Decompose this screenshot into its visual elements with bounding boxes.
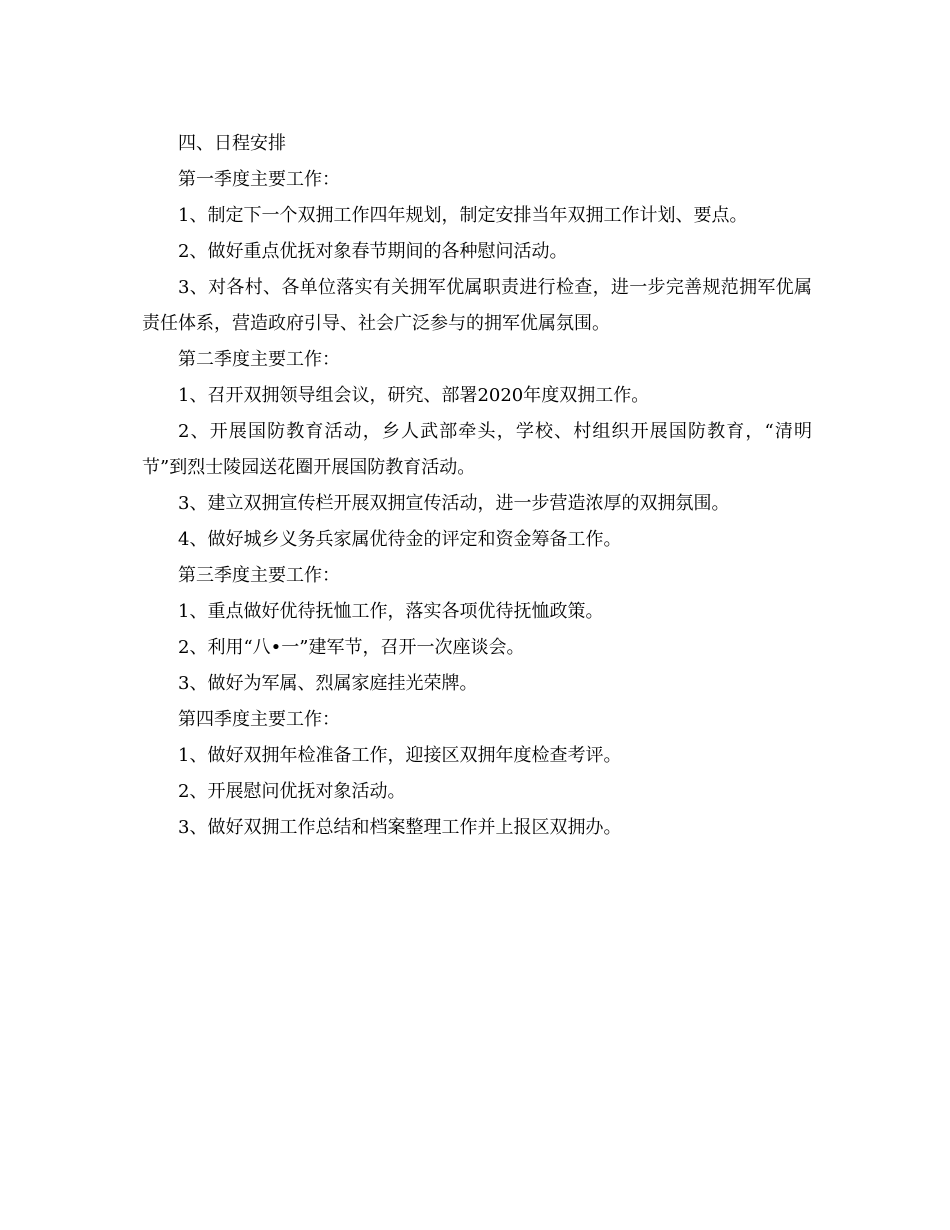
q2-item-4: 4、做好城乡义务兵家属优待金的评定和资金筹备工作。 (178, 529, 622, 550)
q2-item-3: 3、建立双拥宣传栏开展双拥宣传活动，进一步营造浓厚的双拥氛围。 (178, 493, 730, 514)
q3-item-3: 3、做好为军属、烈属家庭挂光荣牌。 (178, 673, 478, 694)
q2-item-2: 2、开展国防教育活动，乡人武部牵头，学校、村组织开展国防教育，“清明节”到烈士陵园送花圈开展国防教育活动。 (142, 421, 812, 478)
quarter-heading-q1: 第一季度主要工作： (178, 169, 340, 190)
quarter-heading-q2: 第二季度主要工作： (178, 349, 340, 370)
q3-item-1: 1、重点做好优待抚恤工作，落实各项优待抚恤政策。 (178, 601, 604, 622)
document-body (142, 126, 812, 846)
quarter-heading-q3: 第三季度主要工作： (178, 565, 340, 586)
q2-item-1: 1、召开双拥领导组会议，研究、部署2020年度双拥工作。 (178, 385, 650, 406)
quarter-heading-q4: 第四季度主要工作： (178, 709, 340, 730)
q1-item-1: 1、制定下一个双拥工作四年规划，制定安排当年双拥工作计划、要点。 (178, 205, 748, 226)
q3-item-2: 2、利用“八•一”建军节，召开一次座谈会。 (178, 637, 525, 658)
q4-item-3: 3、做好双拥工作总结和档案整理工作并上报区双拥办。 (178, 817, 622, 838)
q4-item-1: 1、做好双拥年检准备工作，迎接区双拥年度检查考评。 (178, 745, 622, 766)
section-heading-schedule: 四、日程安排 (178, 133, 286, 154)
q1-item-3: 3、对各村、各单位落实有关拥军优属职责进行检查，进一步完善规范拥军优属责任体系，营造政府引导、社会广泛参与的拥军优属氛围。 (142, 277, 812, 334)
q1-item-2: 2、做好重点优抚对象春节期间的各种慰问活动。 (178, 241, 568, 262)
q4-item-2: 2、开展慰问优抚对象活动。 (178, 781, 406, 802)
